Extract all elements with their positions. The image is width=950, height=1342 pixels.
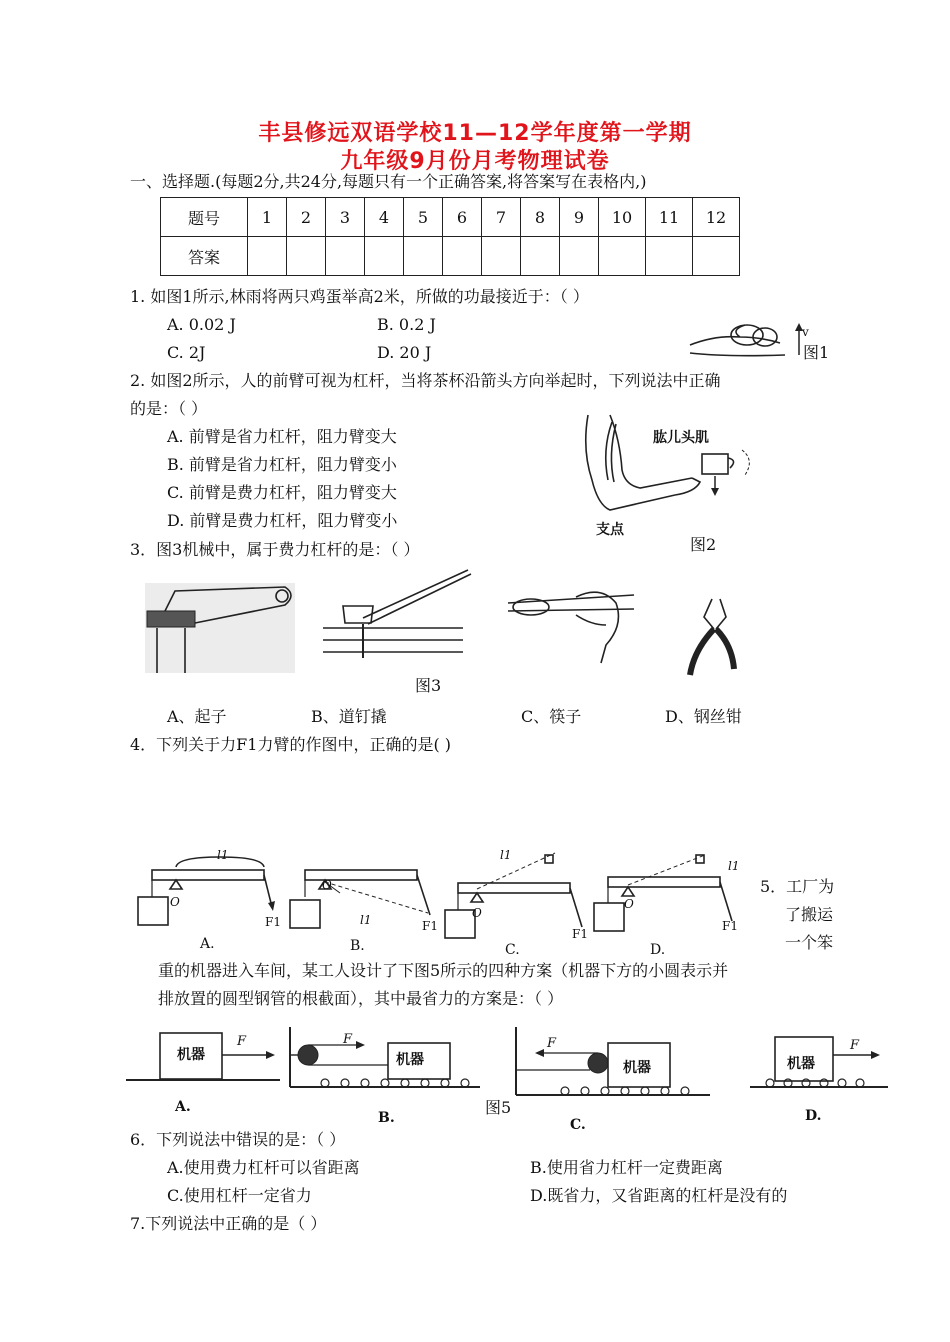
- q5-machine-label-d: 机器: [787, 1056, 815, 1072]
- q6-option-d: D.既省力，又省距离的杠杆是没有的: [530, 1186, 788, 1205]
- q3-figure-caption: 图3: [415, 676, 442, 695]
- table-cell-number: 4: [365, 198, 404, 237]
- q4-option-a: A.: [200, 936, 215, 952]
- answer-cell[interactable]: [646, 237, 693, 276]
- q2-label-pivot: 支点: [596, 522, 624, 538]
- answer-cell[interactable]: [326, 237, 365, 276]
- lever-diagram-a: [138, 857, 275, 925]
- q1-option-d: D. 20 J: [377, 343, 432, 362]
- table-cell-number: 7: [482, 198, 521, 237]
- q2-figure-caption: 图2: [690, 535, 717, 554]
- q4-option-d: D.: [650, 942, 666, 958]
- q5-option-d: D.: [805, 1108, 822, 1124]
- q4-label-f1-a: F1: [265, 915, 281, 929]
- q4-label-l1-c: l1: [500, 848, 512, 862]
- q4-label-l1-b: l1: [360, 913, 372, 927]
- q1-option-a: A. 0.02 J: [167, 315, 236, 334]
- q4-label-l1-d: l1: [728, 859, 740, 873]
- q5-stem-e: 排放置的圆型钢管的根截面），其中最省力的方案是：（ ）: [158, 989, 564, 1008]
- answer-table: [160, 197, 740, 276]
- q4-label-o-b: O: [322, 878, 332, 892]
- table-row: [161, 198, 740, 237]
- answer-cell[interactable]: [693, 237, 740, 276]
- q5-stem-d: 重的机器进入车间，某工人设计了下图5所示的四种方案（机器下方的小圆表示并: [158, 961, 729, 980]
- q4-label-o-d: O: [624, 897, 634, 911]
- q1-figure-caption: 图1: [803, 343, 830, 362]
- q3-option-c: C、筷子: [521, 707, 582, 726]
- table-header-label: 答案: [161, 237, 248, 276]
- q3-option-d: D、钢丝钳: [665, 707, 742, 726]
- q2-option-a: A. 前臂是省力杠杆，阻力臂变大: [167, 427, 397, 446]
- q6-stem: 6．下列说法中错误的是：（ ）: [130, 1130, 346, 1149]
- q5-option-a: A.: [175, 1099, 191, 1115]
- q5-option-b: B.: [378, 1110, 395, 1126]
- table-cell-number: 2: [287, 198, 326, 237]
- q5-force-label-b: F: [343, 1032, 353, 1047]
- q5-machine-label-a: 机器: [177, 1047, 205, 1063]
- q2-label-muscle: 肱儿头肌: [653, 430, 709, 446]
- q2-stem-line1: 2. 如图2所示，人的前臂可视为杠杆，当将茶杯沿箭头方向举起时，下列说法中正确: [130, 371, 721, 390]
- transport-diagram-c: [516, 1027, 710, 1095]
- hand-egg-figure: [685, 315, 815, 360]
- q5-force-label-c: F: [547, 1036, 557, 1051]
- transport-diagram-b: [290, 1027, 480, 1087]
- exam-title-line2: 九年级9月份月考物理试卷: [340, 149, 610, 174]
- answer-cell[interactable]: [287, 237, 326, 276]
- section1-heading: 一、选择题.(每题2分,共24分,每题只有一个正确答案,将答案写在表格内,): [130, 172, 647, 191]
- answer-cell[interactable]: [482, 237, 521, 276]
- q1-stem: 1. 如图1所示,林雨将两只鸡蛋举高2米，所做的功最接近于：（ ）: [130, 287, 589, 306]
- q4-label-l1-a: l1: [217, 848, 229, 862]
- bottle-opener-figure: [145, 583, 295, 673]
- q4-label-f1-b: F1: [422, 919, 438, 933]
- q4-label-o-c: O: [472, 906, 482, 920]
- q5-machine-label-b: 机器: [396, 1052, 424, 1068]
- q6-option-b: B.使用省力杠杆一定费距离: [530, 1158, 723, 1177]
- q6-option-c: C.使用杠杆一定省力: [167, 1186, 312, 1205]
- table-cell-number: 8: [521, 198, 560, 237]
- q4-label-o-a: O: [170, 895, 180, 909]
- q1-option-c: C. 2J: [167, 343, 206, 362]
- q3-option-b: B、道钉撬: [311, 707, 387, 726]
- q4-stem: 4．下列关于力F1力臂的作图中，正确的是( ): [130, 735, 452, 754]
- answer-cell[interactable]: [365, 237, 404, 276]
- table-cell-number: 6: [443, 198, 482, 237]
- rail-pry-bar-figure: [323, 568, 473, 663]
- transport-diagram-d: [750, 1037, 888, 1087]
- q4-label-f1-d: F1: [722, 919, 738, 933]
- q5-force-label-d: F: [850, 1038, 860, 1053]
- table-cell-number: 11: [646, 198, 693, 237]
- table-row: [161, 237, 740, 276]
- answer-cell[interactable]: [521, 237, 560, 276]
- q7-stem: 7.下列说法中正确的是（ ）: [130, 1214, 327, 1233]
- q5-machine-label-c: 机器: [623, 1060, 651, 1076]
- table-cell-number: 3: [326, 198, 365, 237]
- q2-option-b: B. 前臂是省力杠杆，阻力臂变小: [167, 455, 397, 474]
- exam-title-line1: 丰县修远双语学校11—12学年度第一学期: [258, 121, 692, 146]
- q4-option-b: B.: [350, 938, 365, 954]
- table-cell-number: 1: [248, 198, 287, 237]
- chopsticks-figure: [506, 585, 636, 665]
- q4-label-f1-c: F1: [572, 927, 588, 941]
- q6-option-a: A.使用费力杠杆可以省距离: [167, 1158, 360, 1177]
- answer-cell[interactable]: [599, 237, 646, 276]
- q2-stem-line2: 的是：（ ）: [130, 399, 208, 418]
- lever-diagram-d: [594, 855, 732, 931]
- q5-stem-b: 了搬运: [785, 905, 834, 924]
- q5-stem-c: 一个笨: [785, 933, 834, 952]
- q3-option-a: A、起子: [167, 707, 227, 726]
- table-cell-number: 5: [404, 198, 443, 237]
- answer-cell[interactable]: [560, 237, 599, 276]
- lever-diagram-c: [445, 853, 582, 938]
- q2-option-d: D. 前臂是费力杠杆，阻力臂变小: [167, 511, 398, 530]
- answer-cell[interactable]: [404, 237, 443, 276]
- q5-stem-a: 5．工厂为: [760, 877, 835, 896]
- q1-option-b: B. 0.2 J: [377, 315, 436, 334]
- q5-figure-caption: 图5: [485, 1098, 512, 1117]
- q5-force-label-a: F: [237, 1034, 247, 1049]
- q4-option-c: C.: [505, 942, 520, 958]
- table-header-label: 题号: [161, 198, 248, 237]
- table-cell-number: 9: [560, 198, 599, 237]
- q5-option-c: C.: [570, 1117, 586, 1133]
- answer-cell[interactable]: [443, 237, 482, 276]
- q3-stem: 3．图3机械中，属于费力杠杆的是：（ ）: [130, 540, 420, 559]
- q2-option-c: C. 前臂是费力杠杆，阻力臂变大: [167, 483, 397, 502]
- table-cell-number: 10: [599, 198, 646, 237]
- pliers-figure: [684, 595, 744, 680]
- q1-fig-velocity-label: v: [802, 325, 809, 339]
- table-cell-number: 12: [693, 198, 740, 237]
- machine-transport-diagrams: [120, 1025, 890, 1135]
- answer-cell[interactable]: [248, 237, 287, 276]
